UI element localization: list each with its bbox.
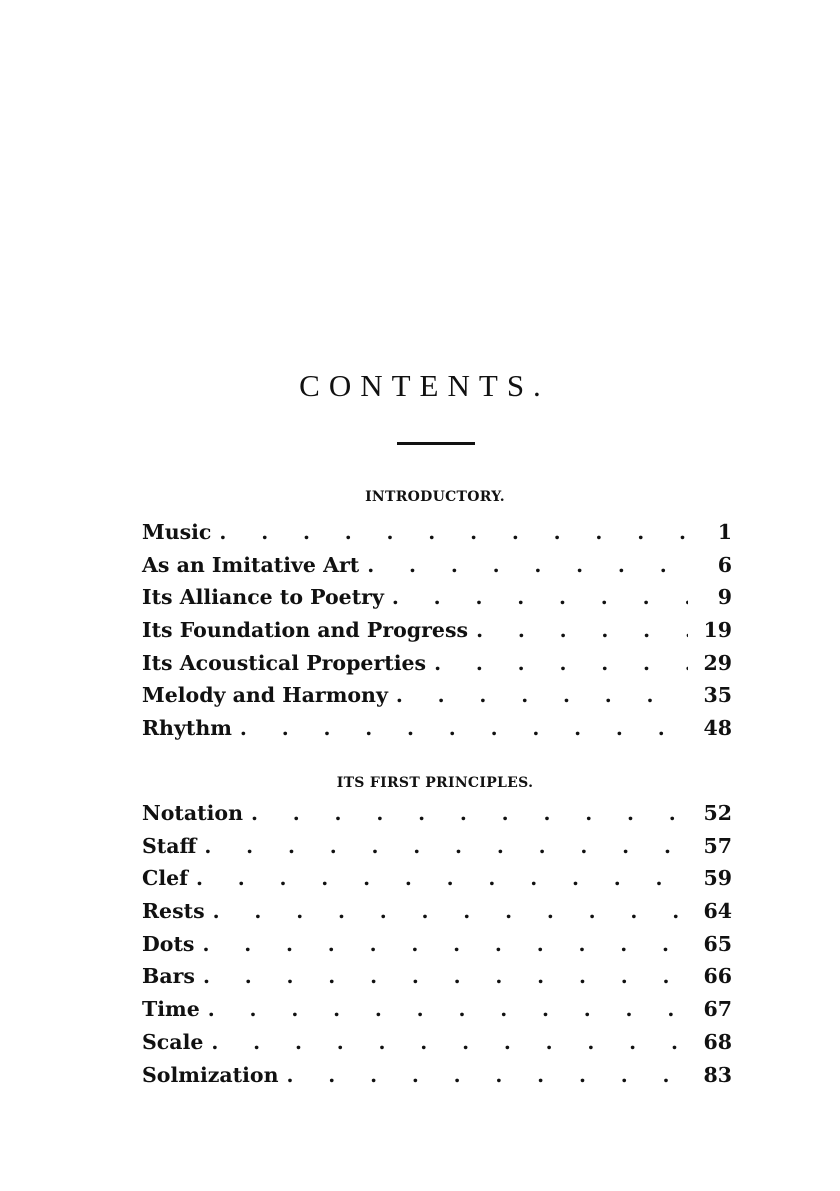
dot-leader xyxy=(388,679,688,712)
toc-entry[interactable] xyxy=(142,993,732,1026)
toc-entry-title: Scale xyxy=(142,1029,204,1054)
toc-entry-title: Time xyxy=(142,997,200,1022)
toc-entry[interactable] xyxy=(142,797,732,830)
toc-entry[interactable] xyxy=(142,712,732,745)
toc-entry-title: Dots xyxy=(142,931,195,956)
dot-leader xyxy=(194,928,688,961)
toc-list-first-principles xyxy=(142,797,732,1091)
dot-leader xyxy=(188,862,688,895)
toc-entry[interactable] xyxy=(142,928,732,961)
toc-entry[interactable] xyxy=(142,581,732,614)
toc-entry-title: Its Foundation and Progress xyxy=(142,618,469,643)
toc-entry-page: 48 xyxy=(703,716,732,741)
toc-entry[interactable] xyxy=(142,516,732,549)
dot-leader xyxy=(196,830,688,863)
toc-entry-title: Music xyxy=(142,520,212,544)
toc-entry-page: 6 xyxy=(717,552,732,577)
section-heading-first-principles: ITS FIRST PRINCIPLES. xyxy=(336,775,534,791)
dot-leader xyxy=(243,797,688,830)
dot-leader xyxy=(279,1059,688,1092)
toc-entry[interactable] xyxy=(142,960,732,993)
dot-leader xyxy=(426,647,688,680)
dot-leader xyxy=(195,960,688,993)
dot-leader xyxy=(205,895,688,928)
toc-entry-page: 66 xyxy=(703,964,732,989)
toc-entry-title: Its Alliance to Poetry xyxy=(142,585,384,610)
dot-leader xyxy=(384,581,688,614)
toc-entry[interactable] xyxy=(142,830,732,863)
page-title: CONTENTS. xyxy=(299,368,550,403)
toc-entry-page: 59 xyxy=(703,866,732,891)
toc-entry-title: Rests xyxy=(142,899,205,924)
toc-entry-page: 1 xyxy=(717,520,732,544)
toc-entry-title: Bars xyxy=(142,964,195,989)
toc-entry[interactable] xyxy=(142,549,732,582)
toc-list-introductory xyxy=(142,516,732,745)
toc-entry-page: 64 xyxy=(703,899,732,924)
dot-leader xyxy=(232,712,688,745)
toc-entry-title: Its Acoustical Properties xyxy=(142,650,427,675)
toc-entry-page: 65 xyxy=(703,931,732,956)
toc-entry[interactable] xyxy=(142,614,732,647)
toc-entry-title: Rhythm xyxy=(142,716,232,741)
toc-entry-page: 83 xyxy=(703,1062,732,1087)
dot-leader xyxy=(211,516,688,549)
toc-entry-title: Melody and Harmony xyxy=(142,683,388,708)
toc-entry-page: 67 xyxy=(703,997,732,1022)
dot-leader xyxy=(468,614,688,647)
title-divider-rule xyxy=(397,442,475,445)
toc-entry-page: 9 xyxy=(717,585,732,610)
toc-entry[interactable] xyxy=(142,1026,732,1059)
toc-entry-page: 29 xyxy=(703,650,732,675)
toc-entry[interactable] xyxy=(142,862,732,895)
toc-entry-title: Clef xyxy=(142,866,188,891)
toc-entry-title: As an Imitative Art xyxy=(142,552,360,577)
toc-entry[interactable] xyxy=(142,647,732,680)
toc-entry-page: 57 xyxy=(703,833,732,858)
toc-entry-page: 68 xyxy=(703,1029,732,1054)
dot-leader xyxy=(200,993,688,1026)
toc-entry-title: Solmization xyxy=(142,1062,279,1087)
section-heading-introductory: INTRODUCTORY. xyxy=(365,489,505,505)
toc-entry[interactable] xyxy=(142,895,732,928)
toc-entry-page: 52 xyxy=(703,801,732,825)
toc-entry[interactable] xyxy=(142,679,732,712)
toc-entry[interactable] xyxy=(142,1059,732,1092)
dot-leader xyxy=(359,549,688,582)
toc-entry-title: Notation xyxy=(142,801,243,825)
toc-entry-page: 19 xyxy=(703,618,732,643)
toc-entry-title: Staff xyxy=(142,833,197,858)
toc-entry-page: 35 xyxy=(703,683,732,708)
dot-leader xyxy=(203,1026,688,1059)
